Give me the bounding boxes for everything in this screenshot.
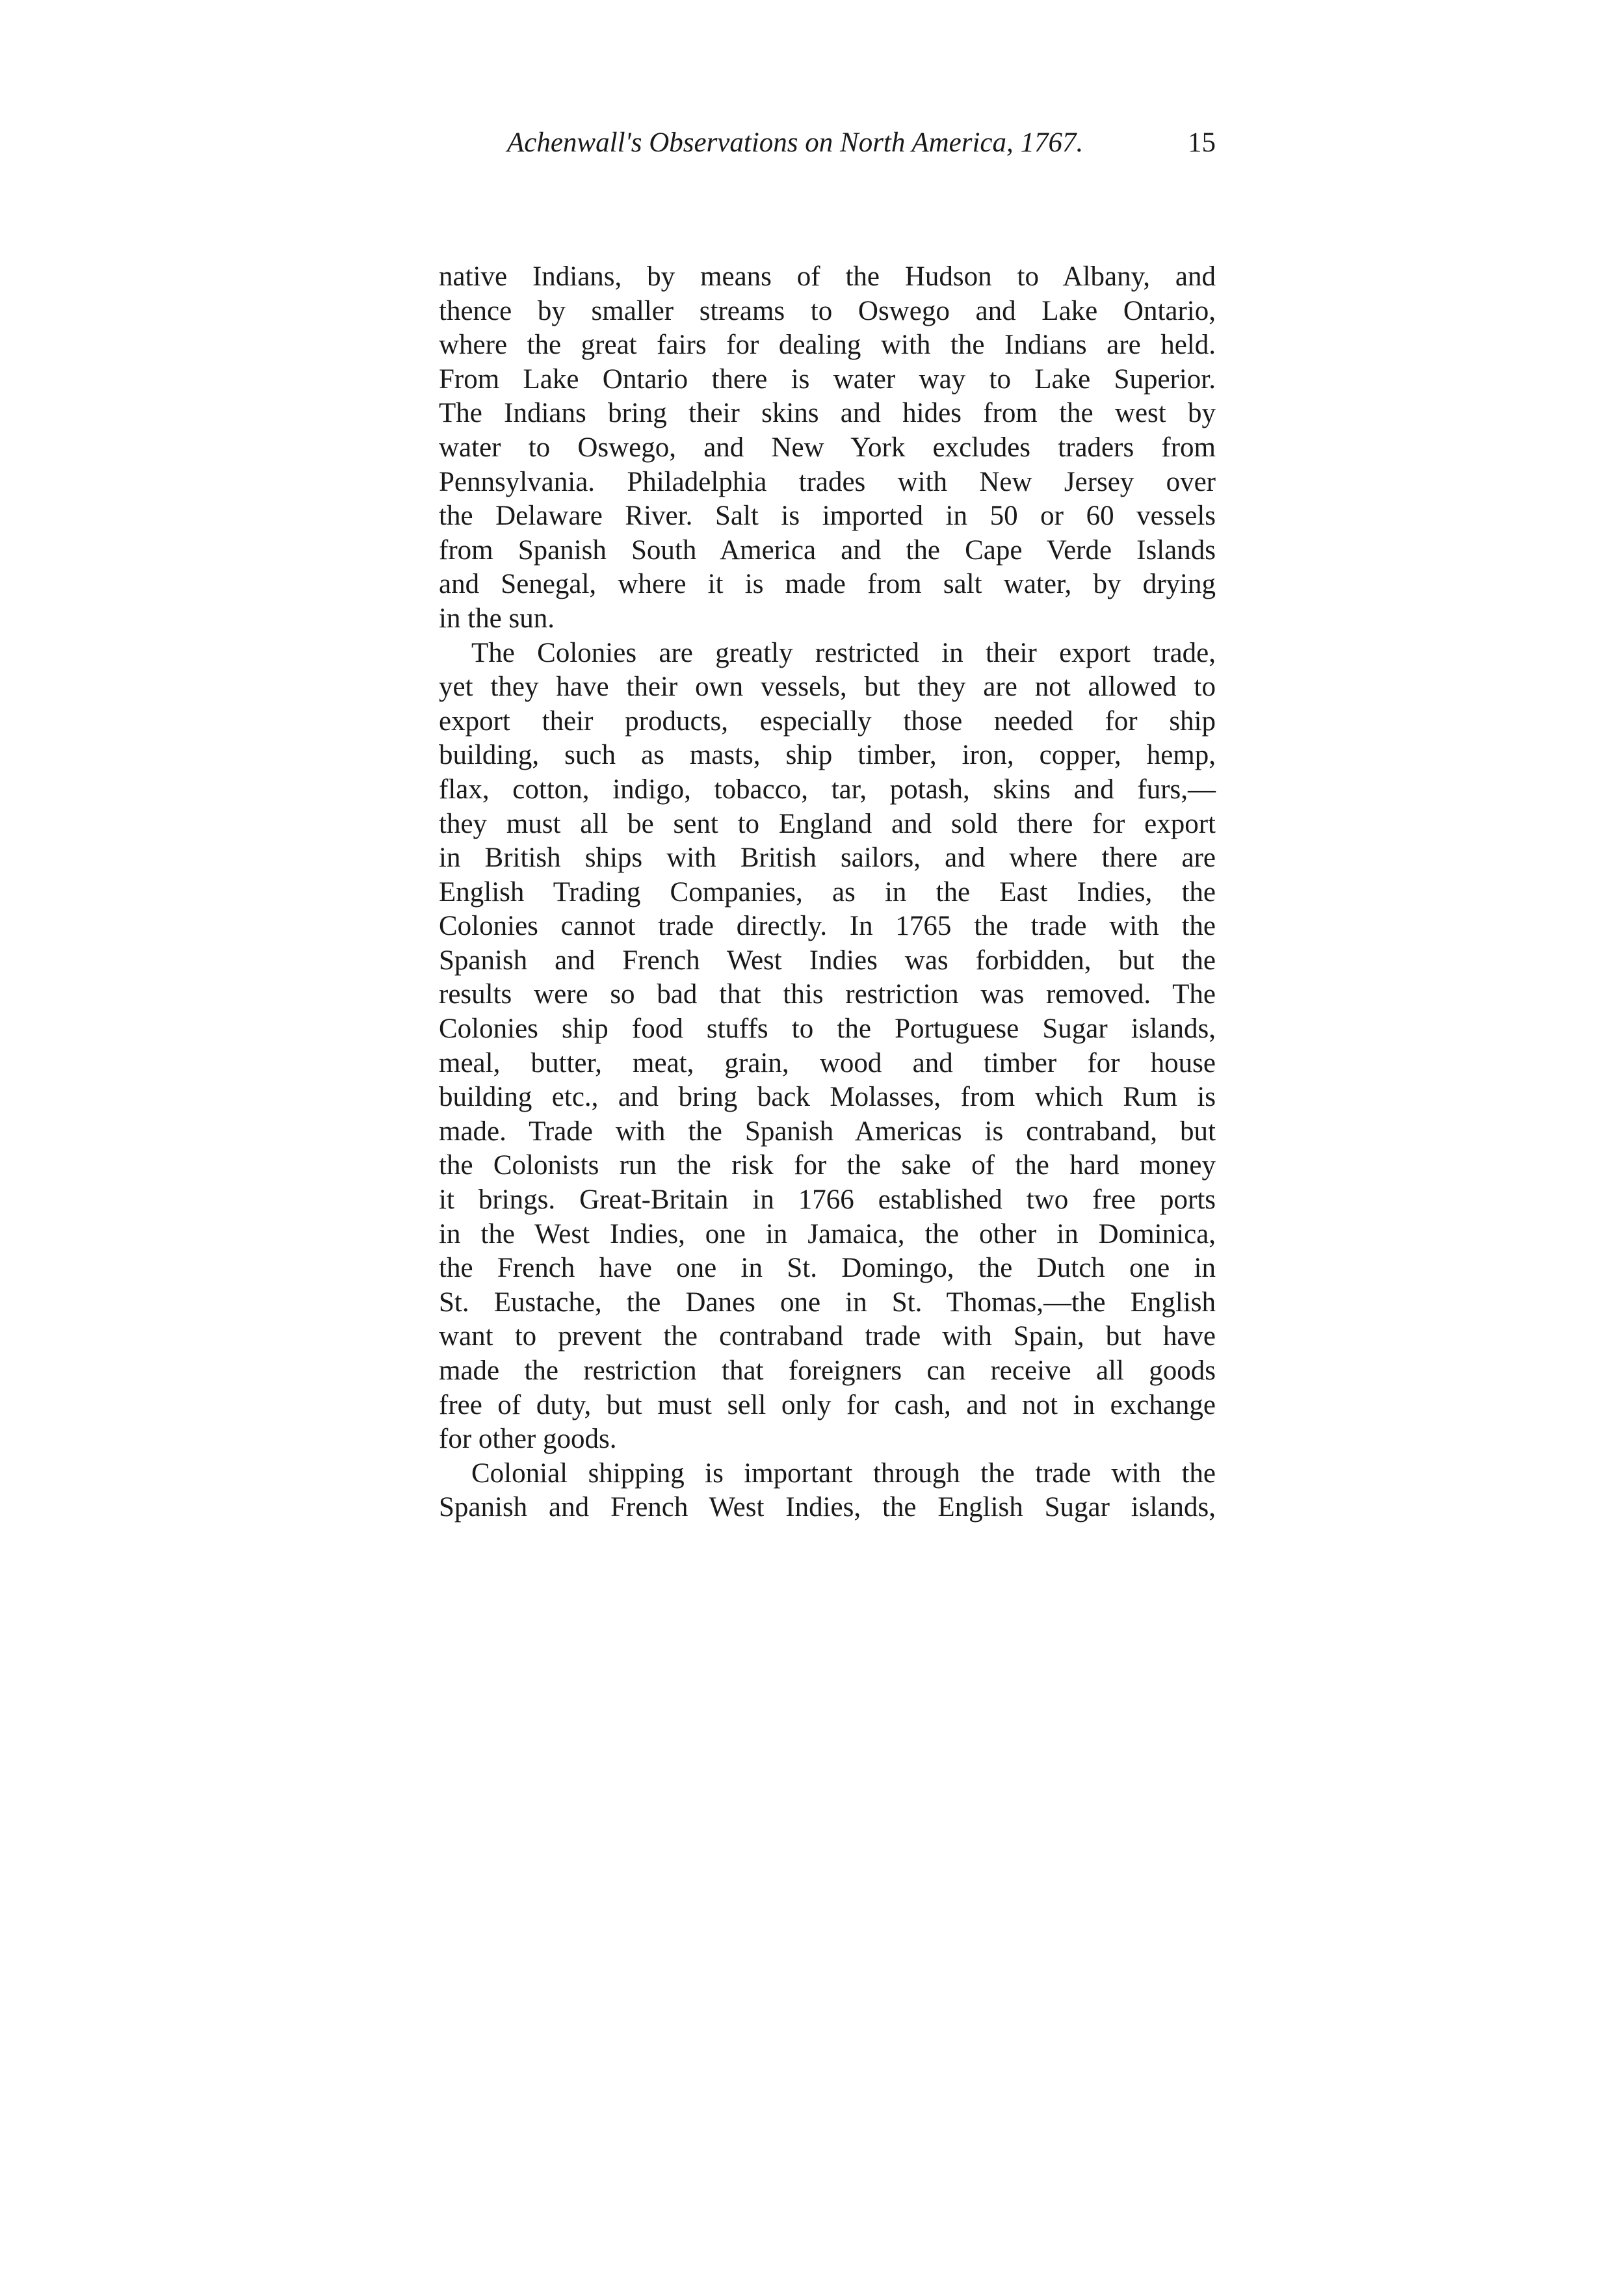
text-line: meal, butter, meat, grain, wood and timber for house <box>439 1047 1216 1078</box>
text-line: The Indians bring their skins and hides from the west by <box>439 398 1216 429</box>
text-line: Spanish and French West Indies was forbidden, but the <box>439 945 1216 976</box>
running-header <box>439 125 1216 161</box>
text-line: yet they have their own vessels, but they are not allowed to <box>439 672 1216 703</box>
text-line: the Delaware River. Salt is imported in 50 or 60 vessels <box>439 501 1216 532</box>
text-line: native Indians, by means of the Hudson to Albany, and <box>439 261 1216 292</box>
text-line: made. Trade with the Spanish Americas is contraband, but <box>439 1116 1216 1147</box>
text-line: export their products, especially those needed for ship <box>439 705 1216 737</box>
text-line: made the restriction that foreigners can receive all goods <box>439 1355 1216 1386</box>
text-line: thence by smaller streams to Oswego and Lake Ontario, <box>439 295 1216 326</box>
text-line: in the West Indies, one in Jamaica, the other in Dominica, <box>439 1218 1216 1249</box>
text-line: Colonies cannot trade directly. In 1765 the trade with the <box>439 911 1216 942</box>
text-line: English Trading Companies, as in the East Indies, the <box>439 876 1216 908</box>
text-line: they must all be sent to England and sold there for export <box>439 808 1216 839</box>
text-line: the Colonists run the risk for the sake of the hard money <box>439 1150 1216 1181</box>
text-line: water to Oswego, and New York excludes traders from <box>439 432 1216 463</box>
text-line: St. Eustache, the Danes one in St. Thomas,—the English <box>439 1287 1216 1318</box>
text-line: Pennsylvania. Philadelphia trades with New Jersey over <box>439 466 1216 497</box>
text-line: building, such as masts, ship timber, iron, copper, hemp, <box>439 740 1216 771</box>
page-number: 15 <box>1188 127 1216 158</box>
text-line: flax, cotton, indigo, tobacco, tar, potash, skins and furs,— <box>439 774 1216 805</box>
body-text <box>439 260 1216 1525</box>
text-line: From Lake Ontario there is water way to Lake Superior. <box>439 363 1216 395</box>
text-line: the French have one in St. Domingo, the Dutch one in <box>439 1253 1216 1284</box>
text-line: Colonial shipping is important through the trade with the <box>471 1457 1216 1489</box>
text-line: where the great fairs for dealing with the Indians are held. <box>439 330 1216 361</box>
running-title: Achenwall's Observations on North America, 1767. <box>507 127 1084 158</box>
text-line: and Senegal, where it is made from salt water, by drying <box>439 569 1216 600</box>
text-line: free of duty, but must sell only for cash, and not in exchange <box>439 1389 1216 1420</box>
text-line: want to prevent the contraband trade with Spain, but have <box>439 1321 1216 1352</box>
text-line: from Spanish South America and the Cape Verde Islands <box>439 534 1216 566</box>
text-line: building etc., and bring back Molasses, from which Rum is <box>439 1082 1216 1113</box>
text-line: it brings. Great-Britain in 1766 established two free ports <box>439 1184 1216 1216</box>
text-line: Colonies ship food stuffs to the Portuguese Sugar islands, <box>439 1013 1216 1045</box>
text-line: results were so bad that this restriction was removed. The <box>439 979 1216 1010</box>
text-line: in British ships with British sailors, and where there are <box>439 843 1216 874</box>
text-line: Spanish and French West Indies, the English Sugar islands, <box>439 1492 1216 1523</box>
text-line: The Colonies are greatly restricted in their export trade, <box>471 637 1216 668</box>
text-line: for other goods. <box>439 1424 617 1455</box>
text-line: in the sun. <box>439 603 555 634</box>
